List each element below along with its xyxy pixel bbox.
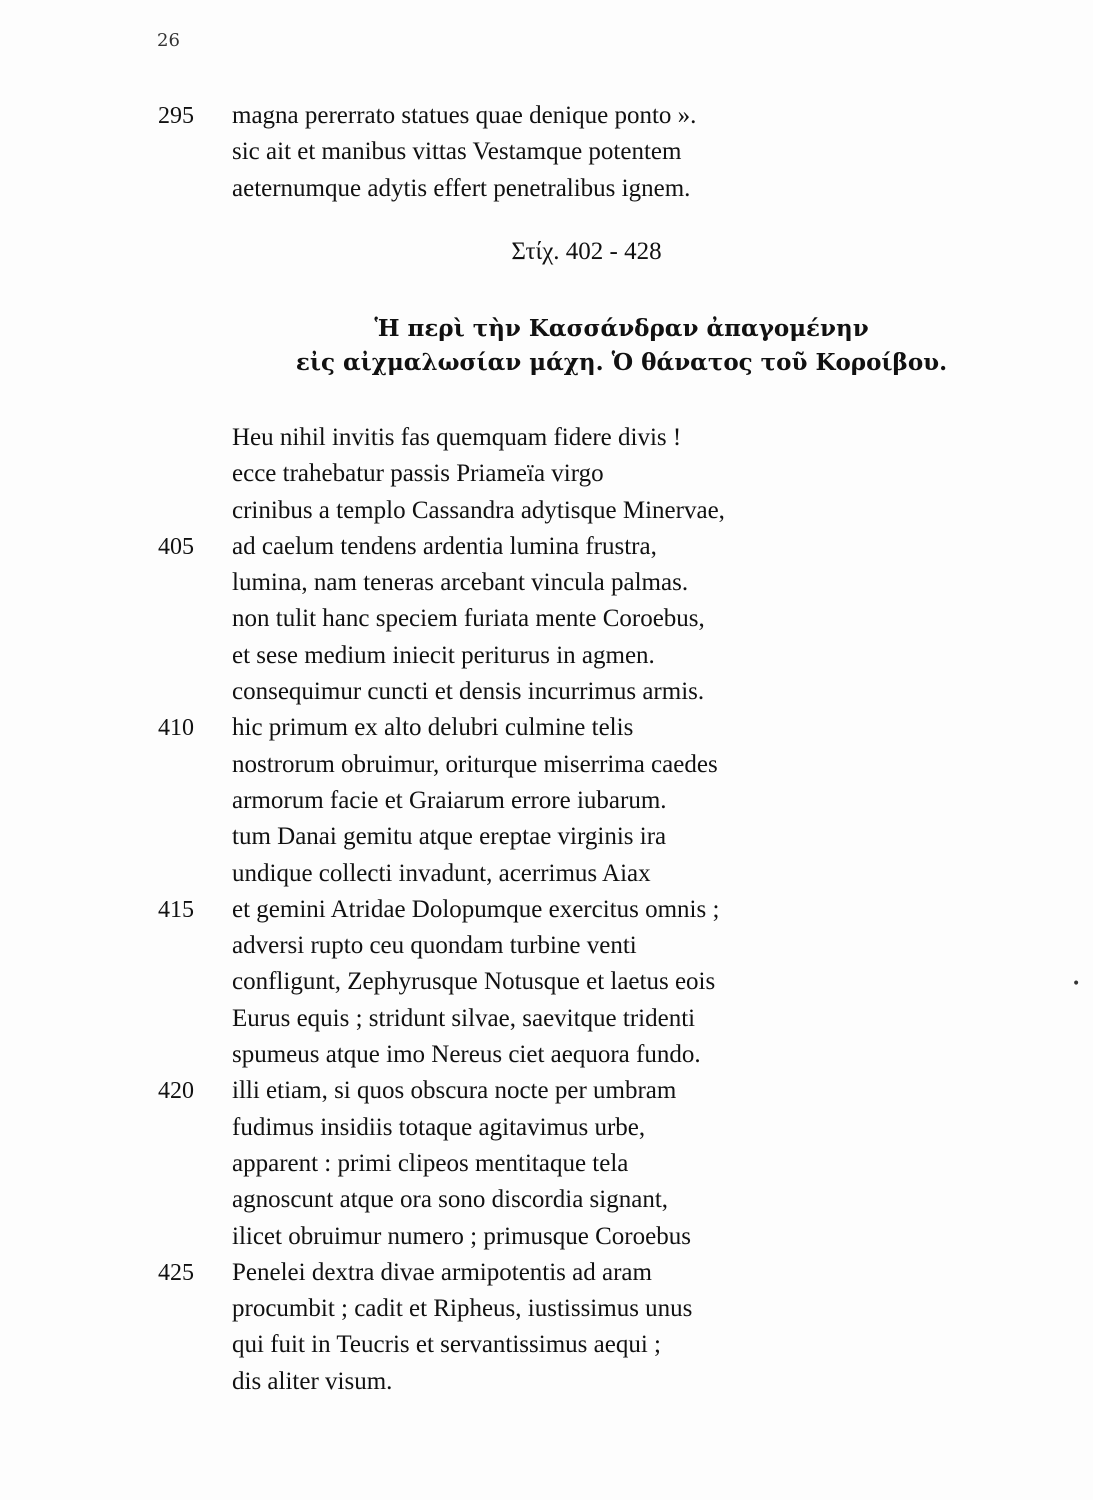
verse-text: undique collecti invadunt, acerrimus Aiax <box>232 859 651 887</box>
verse-line <box>0 171 1093 207</box>
verse-line <box>0 892 1093 928</box>
verse-line <box>0 928 1093 964</box>
verse-text: ecce trahebatur passis Priameïa virgo <box>232 460 604 488</box>
verse-line <box>0 1327 1093 1363</box>
verse-line <box>0 1073 1093 1109</box>
verse-line <box>0 1291 1093 1327</box>
verse-line <box>0 674 1093 710</box>
verse-line <box>0 856 1093 892</box>
verse-text: qui fuit in Teucris et servantissimus aequi ; <box>232 1331 661 1359</box>
verse-text: ilicet obruimur numero ; primusque Coroebus <box>232 1222 691 1250</box>
verse-text: Eurus equis ; stridunt silvae, saevitque tridenti <box>232 1004 696 1032</box>
verse-line <box>0 1001 1093 1037</box>
verse-line <box>0 1182 1093 1218</box>
verse-text: Penelei dextra divae armipotentis ad aram <box>232 1258 652 1286</box>
verse-line <box>0 1110 1093 1146</box>
heading-line-2: εἰς αἰχμαλωσίαν μάχη. Ὁ θάνατος τοῦ Κοροίβου. <box>295 349 948 376</box>
verse-text: confligunt, Zephyrusque Notusque et laetus eois <box>232 968 716 996</box>
verse-line <box>0 783 1093 819</box>
verse-text: non tulit hanc speciem furiata mente Coroebus, <box>232 605 705 633</box>
heading-line-1: Ἡ περὶ τὴν Κασσάνδραν ἀπαγομένην <box>374 315 869 342</box>
verse-text: dis aliter visum. <box>232 1367 393 1395</box>
verse-line <box>0 420 1093 456</box>
verse-block-main <box>0 420 1093 1400</box>
verse-text: tum Danai gemitu atque ereptae virginis ira <box>232 823 667 851</box>
verse-line <box>0 529 1093 565</box>
verse-line <box>0 98 1093 134</box>
verse-block-top <box>0 98 1093 207</box>
verse-text: consequimur cuncti et densis incurrimus armis. <box>232 678 705 706</box>
verse-text: illi etiam, si quos obscura nocte per umbram <box>232 1077 677 1105</box>
verse-text: nostrorum obruimur, oriturque miserrima caedes <box>232 750 718 778</box>
verse-text: procumbit ; cadit et Ripheus, iustissimus unus <box>232 1295 693 1323</box>
edge-mark: • <box>1072 976 1081 992</box>
verse-line <box>0 565 1093 601</box>
verse-number: 295 <box>158 103 194 129</box>
verse-line <box>0 819 1093 855</box>
verse-line <box>0 747 1093 783</box>
verse-line <box>0 638 1093 674</box>
verse-text: aeternumque adytis effert penetralibus ignem. <box>232 174 691 202</box>
verse-line <box>0 964 1093 1000</box>
verse-number: 405 <box>158 533 194 560</box>
verse-line <box>0 493 1093 529</box>
verse-number: 415 <box>158 896 194 923</box>
verse-text: ad caelum tendens ardentia lumina frustra, <box>232 532 657 560</box>
verse-text: armorum facie et Graiarum errore iubarum. <box>232 786 667 814</box>
section-reference: Στίχ. 402 - 428 <box>511 238 662 265</box>
verse-text: crinibus a templo Cassandra adytisque Minervae, <box>232 496 725 524</box>
verse-text: Heu nihil invitis fas quemquam fidere divis ! <box>232 424 682 451</box>
verse-text: et sese medium iniecit periturus in agmen. <box>232 641 655 669</box>
verse-text: fudimus insidiis totaque agitavimus urbe, <box>232 1113 646 1141</box>
verse-text: adversi rupto ceu quondam turbine venti <box>232 932 637 960</box>
verse-line <box>0 710 1093 746</box>
verse-text: lumina, nam teneras arcebant vincula palmas. <box>232 569 689 597</box>
verse-line <box>0 1146 1093 1182</box>
verse-text: et gemini Atridae Dolopumque exercitus omnis ; <box>232 895 720 923</box>
verse-line <box>0 1037 1093 1073</box>
verse-text: apparent : primi clipeos mentitaque tela <box>232 1149 629 1177</box>
verse-line <box>0 1219 1093 1255</box>
page-number: 26 <box>157 30 180 51</box>
verse-line <box>0 134 1093 170</box>
verse-line <box>0 1364 1093 1400</box>
verse-line <box>0 456 1093 492</box>
verse-line <box>0 1255 1093 1291</box>
verse-text: spumeus atque imo Nereus ciet aequora fundo. <box>232 1041 701 1069</box>
verse-line <box>0 601 1093 637</box>
verse-number: 425 <box>158 1259 194 1286</box>
verse-text: sic ait et manibus vittas Vestamque potentem <box>232 138 682 166</box>
verse-text: hic primum ex alto delubri culmine telis <box>232 714 634 742</box>
verse-number: 410 <box>158 715 194 742</box>
verse-text: magna pererrato statues quae denique ponto ». <box>232 102 697 129</box>
verse-number: 420 <box>158 1078 194 1105</box>
section-heading <box>0 312 1093 380</box>
verse-text: agnoscunt atque ora sono discordia signant, <box>232 1186 669 1214</box>
